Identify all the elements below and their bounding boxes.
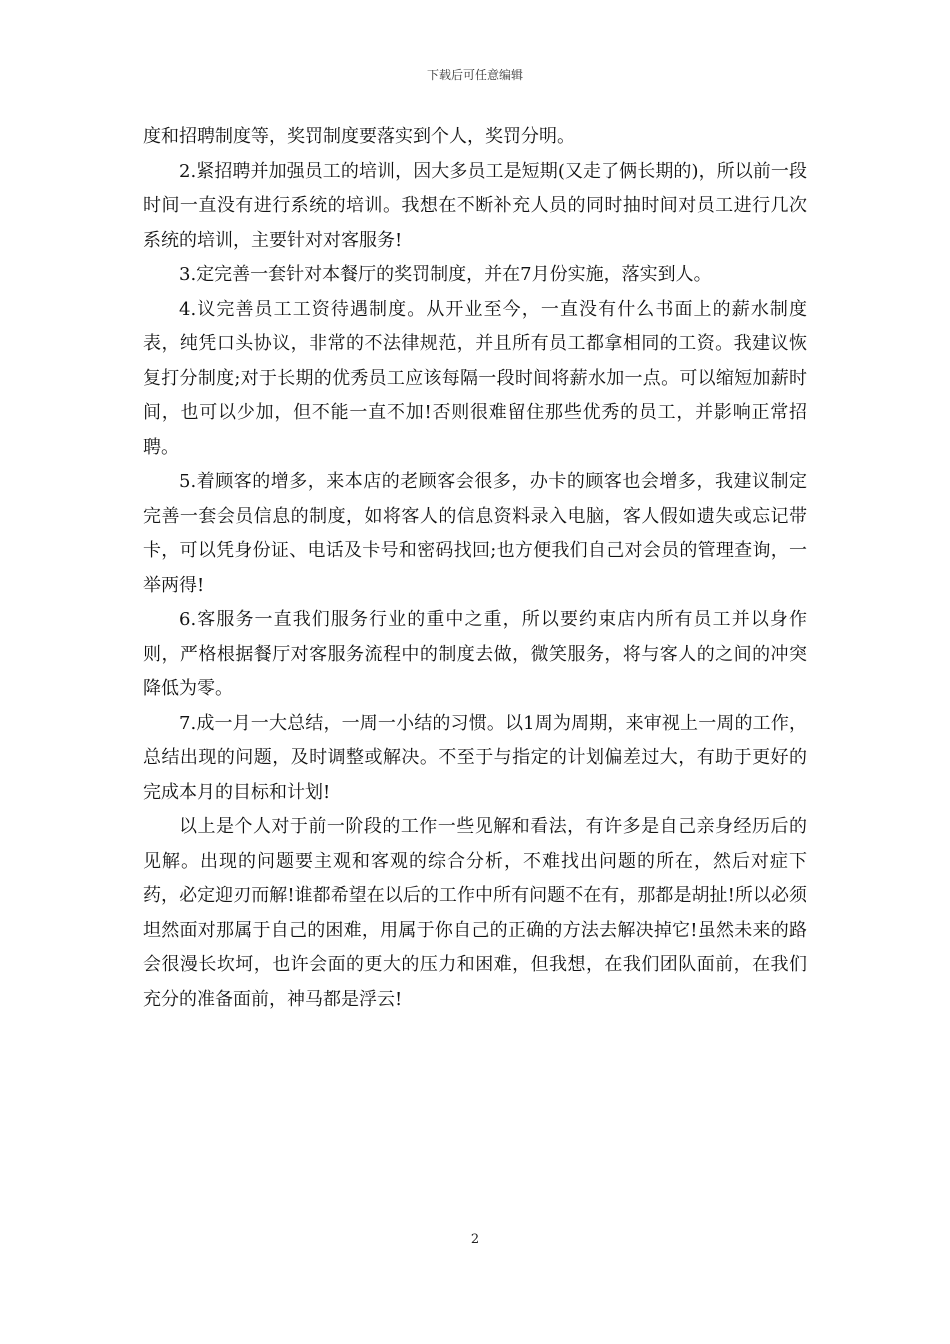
paragraph-item-6: 6.客服务一直我们服务行业的重中之重，所以要约束店内所有员工并以身作则，严格根据餐厅对客服务流程中的制度去做，微笑服务，将与客人的之间的冲突降低为零。: [143, 609, 807, 699]
page-header: 下载后可任意编辑: [426, 68, 523, 82]
document-body: [143, 120, 807, 1017]
paragraph-item-2: 2.紧招聘并加强员工的培训，因大多员工是短期(又走了俩长期的)，所以前一段时间一直没有进行系统的培训。我想在不断补充人员的同时抽时间对员工进行几次系统的培训，主要针对对客服务!: [143, 160, 807, 251]
paragraph-item-3: 3.定完善一套针对本餐厅的奖罚制度，并在7月份实施，落实到人。: [179, 264, 712, 285]
paragraph-summary: 以上是个人对于前一阶段的工作一些见解和看法，有许多是自己亲身经历后的见解。出现的问题要主观和客观的综合分析，不难找出问题的所在，然后对症下药，必定迎刃而解!谁都希望在以后的工作中所有问题不在有，那都是胡扯!所以必须坦然面对那属于自己的困难，用属于你自己的正确的方法去解决掉它!虽然未来的路会很漫长坎坷，也许会面的更大的压力和困难，但我想，在我们团队面前，在我们充分的准备面前，神马都是浮云!: [143, 816, 807, 1010]
paragraph-item-7: 7.成一月一大总结，一周一小结的习惯。以1周为周期，来审视上一周的工作，总结出现的问题，及时调整或解决。不至于与指定的计划偏差过大，有助于更好的完成本月的目标和计划!: [143, 712, 807, 803]
paragraph-item-5: 5.着顾客的增多，来本店的老顾客会很多，办卡的顾客也会增多，我建议制定完善一套会员信息的制度，如将客人的信息资料录入电脑，客人假如遗失或忘记带卡，可以凭身份证、电话及卡号和密码找回;也方便我们自己对会员的管理查询，一举两得!: [143, 471, 807, 596]
page-number: 2: [470, 1232, 480, 1247]
paragraph-item-4: 4.议完善员工工资待遇制度。从开业至今，一直没有什么书面上的薪水制度表，纯凭口头协议，非常的不法律规范，并且所有员工都拿相同的工资。我建议恢复打分制度;对于长期的优秀员工应该每隔一段时间将薪水加一点。可以缩短加薪时间，也可以少加，但不能一直不加!否则很难留住那些优秀的员工，并影响正常招聘。: [143, 298, 807, 458]
paragraph-continuation: 度和招聘制度等，奖罚制度要落实到个人，奖罚分明。: [143, 126, 575, 147]
